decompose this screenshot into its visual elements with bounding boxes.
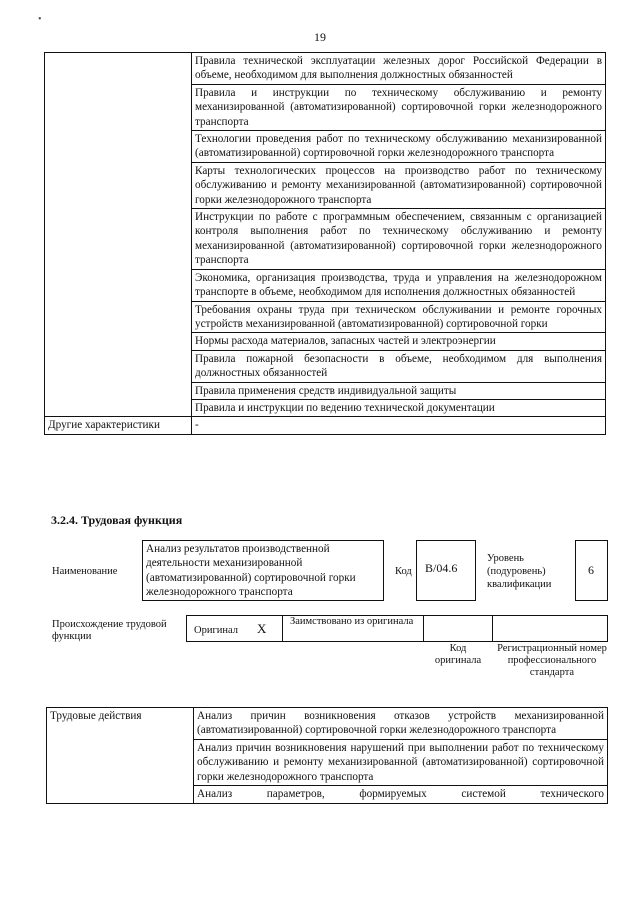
- knowledge-cell: Инструкции по работе с программным обеспечением, связанным с организацией контроля выполнения работ по техническому обслуживанию и ремонту механизированной (автоматизированной) сортировочной горки железнодорожного транспорта: [192, 209, 606, 270]
- knowledge-cell: Правила применения средств индивидуальной защиты: [192, 382, 606, 399]
- section-heading: 3.2.4. Трудовая функция: [51, 513, 183, 527]
- table-row: [47, 708, 608, 740]
- actions-label: Трудовые действия: [47, 708, 194, 804]
- code-label: Код: [395, 566, 412, 577]
- table-row: [45, 53, 606, 85]
- scan-mark: •: [38, 14, 42, 25]
- knowledge-cell: Правила и инструкции по ведению технической документации: [192, 399, 606, 416]
- knowledge-cell: Правила технической эксплуатации железных дорог Российской Федерации в объеме, необходимом для выполнения должностных обязанностей: [192, 53, 606, 85]
- level-label: Уровень (подуровень) квалификации: [487, 553, 552, 590]
- level-box: 6: [575, 540, 608, 601]
- actions-table: [46, 707, 608, 804]
- knowledge-cell: Экономика, организация производства, труда и управления на железнодорожном транспорте в объеме, необходимом для исполнения должностных обязанностей: [192, 269, 606, 301]
- original-mark: X: [257, 621, 267, 636]
- name-label: Наименование: [52, 566, 118, 577]
- borrowed-label: Заимствовано из оригинала: [290, 616, 414, 627]
- knowledge-table: [44, 52, 606, 435]
- knowledge-cell: Технологии проведения работ по техническому обслуживанию механизированной (автоматизированной) сортировочной горки железнодорожного транспорта: [192, 131, 606, 163]
- page-number: 19: [314, 30, 326, 44]
- code-caption: Код оригинала: [434, 643, 482, 666]
- other-value: -: [192, 417, 606, 434]
- reg-caption: Регистрационный номер профессионального стандарта: [497, 643, 607, 678]
- table-row: [45, 417, 606, 434]
- knowledge-cell: Правила пожарной безопасности в объеме, необходимом для выполнения должностных обязанностей: [192, 350, 606, 382]
- action-cell: Анализ причин возникновения отказов устройств механизированной (автоматизированной) сортировочной горки железнодорожного транспорта: [194, 708, 608, 740]
- code-box: B/04.6: [416, 540, 476, 601]
- origin-label: Происхождение трудовой функции: [52, 619, 167, 642]
- action-cell: Анализ причин возникновения нарушений при выполнении работ по техническому обслуживанию и ремонту механизированной (автоматизированной) сортировочной горки железнодорожного транспорта: [194, 739, 608, 785]
- knowledge-cell: Правила и инструкции по техническому обслуживанию и ремонту механизированной (автоматизированной) сортировочной горки железнодорожного транспорта: [192, 84, 606, 130]
- knowledge-cell: Нормы расхода материалов, запасных частей и электроэнергии: [192, 333, 606, 350]
- knowledge-cell: Требования охраны труда при техническом обслуживании и ремонте горочных устройств механизированной (автоматизированной) сортировочной горки: [192, 301, 606, 333]
- original-label: Оригинал: [194, 625, 238, 636]
- action-cell: Анализ параметров, формируемых системой технического: [194, 786, 608, 804]
- label-cell-empty: [45, 53, 192, 417]
- knowledge-cell: Карты технологических процессов на производство работ по техническому обслуживанию и ремонту механизированной (автоматизированной) сортировочной горки железнодорожного транспорта: [192, 162, 606, 208]
- function-name-box: Анализ результатов производственной деятельности механизированной (автоматизированной) сортировочной горки железнодорожного транспорта: [142, 540, 384, 601]
- other-label: Другие характеристики: [45, 417, 192, 434]
